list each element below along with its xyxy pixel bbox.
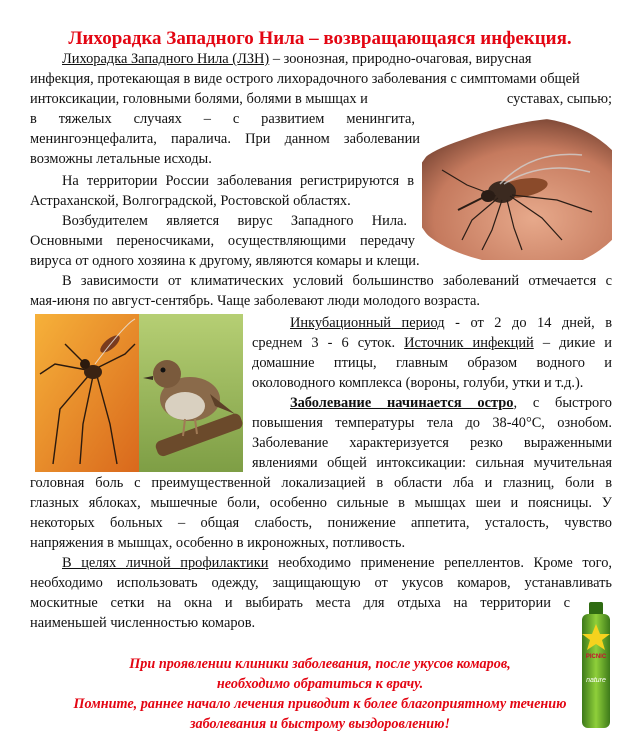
incubation-line-3: домашние птицы, главным образом водного и [252, 355, 612, 371]
onset-line-2: повышения температуры тела до 38-40°С, ознобом. [252, 415, 612, 431]
season-line-2: мая-июня по август-сентябрь. Чаще заболевают люди молодого возраста. [30, 293, 481, 309]
onset-line-4: явлениями общей интоксикации: сильная мучительная [252, 455, 612, 471]
incubation-line-1: Инкубационный период - от 2 до 14 дней, в [290, 315, 612, 331]
agent-line-1: Возбудителем является вирус Западного Нила. [62, 213, 407, 229]
mosquito-sparrow-illustration [35, 314, 243, 472]
page-title: Лихорадка Западного Нила – возвращающаяся инфекция. [68, 28, 572, 49]
regions-line-2: Астраханской, Волгоградской, Ростовской областях. [30, 193, 351, 209]
source-term: Источник инфекций [404, 335, 534, 351]
incubation-line-4: околоводного комплекса (вороны, голуби, утки и т.д.). [252, 375, 584, 391]
regions-line-1: На территории России заболевания регистрируются в [62, 173, 414, 189]
bottle-brand-label: PICNIC [585, 654, 607, 660]
intro-line-4: в тяжелых случаях – с развитием менингита, [30, 111, 415, 127]
mosquito-and-sparrow-image [35, 314, 243, 472]
prevention-term: В целях личной профилактики [62, 555, 269, 571]
onset-line-7: некоторых больных – общая слабость, понижение аппетита, усталость, чувство [30, 515, 612, 531]
incubation-term: Инкубационный период [290, 315, 445, 331]
agent-line-3: вируса от одного хозяина к другому, являются комары и клещи. [30, 253, 420, 269]
agent-line-2: Основными переносчиками, осуществляющими передачу [30, 233, 415, 249]
intro-line-2: инфекция, протекающая в виде острого лихорадочного заболевания с симптомами общей [30, 71, 580, 87]
mosquito-on-skin-image [422, 100, 612, 260]
footer-line-4: заболевания и быстрому выздоровлению! [189, 716, 451, 732]
footer-line-2: необходимо обратиться к врачу. [216, 676, 424, 692]
prevention-line-2: необходимо использовать одежду, защищающую от укусов комаров, устанавливать [30, 575, 612, 591]
intro-line-3a: интоксикации, головными болями, болями в мышцах и [30, 91, 368, 107]
footer-line-1: При проявлении клиники заболевания, после укусов комаров, [129, 656, 511, 672]
footer-line-3: Помните, раннее начало лечения приводит к более благоприятному течению [73, 696, 567, 712]
intro-line-6: возможны летальные исходы. [30, 151, 212, 167]
mosquito-bite-illustration [422, 100, 612, 260]
intro-line-1: Лихорадка Западного Нила (ЛЗН) – зоонозная, природно-очаговая, вирусная [62, 51, 532, 67]
prevention-line-1: В целях личной профилактики необходимо применение репеллентов. Кроме того, [62, 555, 612, 571]
onset-line-1: Заболевание начинается остро, с быстрого [290, 395, 612, 411]
bottle-sub-label: nature [586, 677, 606, 684]
season-line-1: В зависимости от климатических условий большинство заболеваний отмечается с [62, 273, 612, 289]
onset-line-3: Заболевание характеризуется резко выраженными [252, 435, 612, 451]
intro-line-3b: суставах, сыпью; [506, 91, 612, 107]
prevention-line-4: наименьшей численностью комаров. [30, 615, 256, 631]
onset-term: Заболевание начинается остро [290, 395, 514, 411]
onset-line-8: напряжения в мышцах, особенно в икроножных, потливость. [30, 535, 406, 551]
disease-term: Лихорадка Западного Нила (ЛЗН) [62, 51, 270, 67]
prevention-line-3: москитные сетки на окна и выбирать места для отдыха на территории с [30, 595, 570, 611]
onset-line-6: глазных яблоках, мышечные боли, особенно сильные в мышцах шеи и поясницы. У [30, 495, 612, 511]
onset-line-5: головная боль с преимущественной локализацией в области лба и глазниц, боли в [30, 475, 612, 491]
incubation-line-2: среднем 3 - 6 суток. Источник инфекций – дикие и [252, 335, 612, 351]
intro-line-5: менингоэнцефалита, паралича. При данном заболевании [30, 131, 420, 147]
